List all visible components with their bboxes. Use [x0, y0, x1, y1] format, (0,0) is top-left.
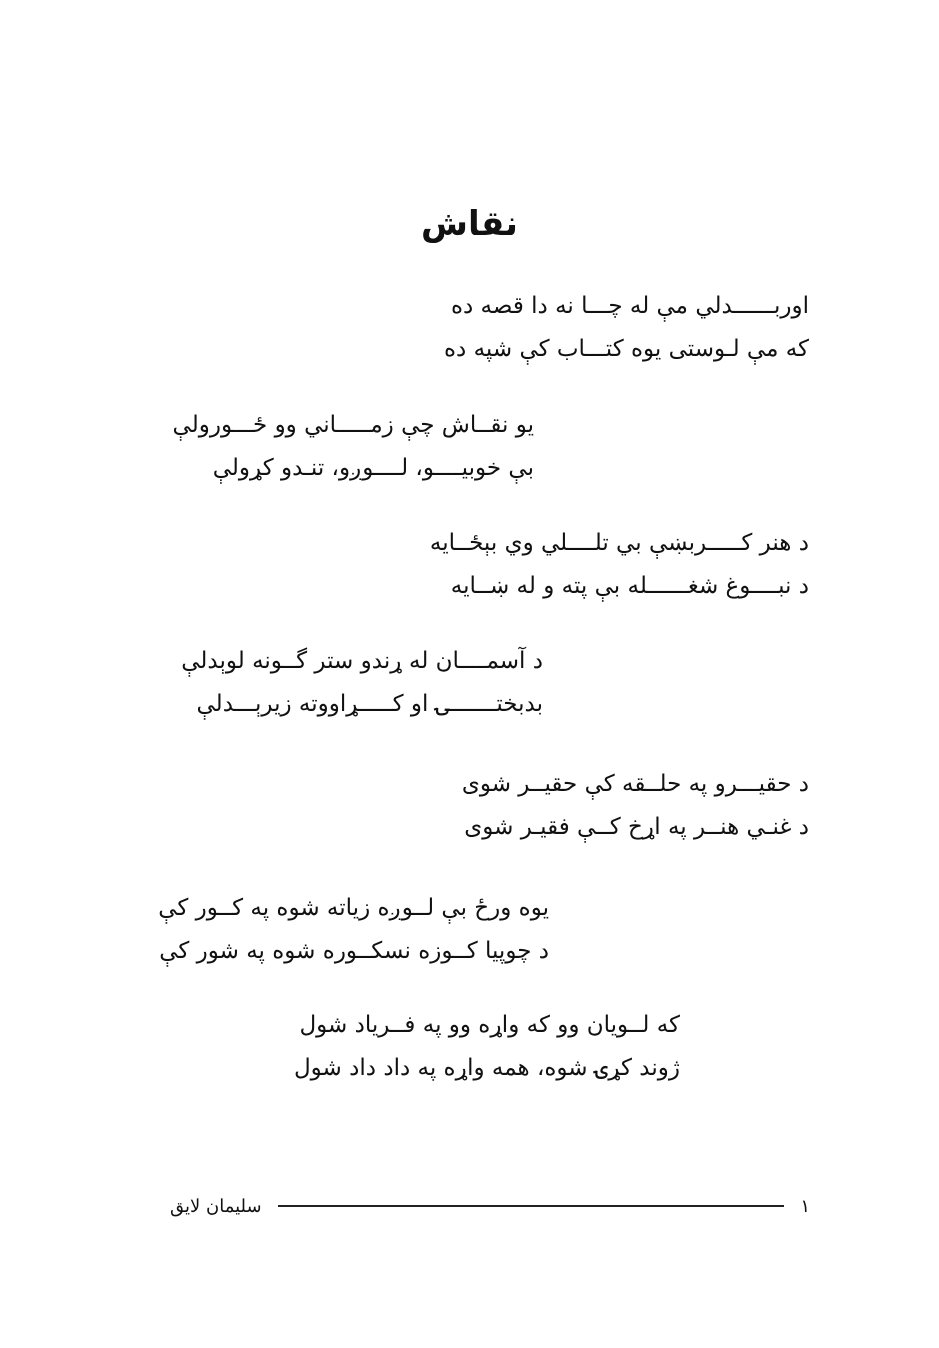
verse-line: یو نقــاش چې زمـــــاني وو ځـــورولې: [172, 412, 534, 438]
verse-line: د چوپیا کــوزه نسکــوره شوه په شور کې: [159, 938, 549, 964]
page-footer: [170, 1192, 810, 1220]
stanza-4: [181, 640, 543, 726]
verse-line: یوه ورځ بې لــوږه زیاته شوه په کــور کې: [158, 895, 549, 921]
verse-line: اوربــــــدلي مې له چـــا نه دا قصه ده: [450, 293, 809, 319]
verse-line: د هنر کـــــربښې بي تلــــلي وي بېځــایه: [429, 530, 809, 556]
footer-author: سلیمان لایق: [170, 1195, 262, 1217]
stanza-6: [158, 887, 549, 973]
stanza-7: [294, 1004, 680, 1090]
verse-line: بدبختـــــــۍ او کـــــړاووته زیرېـــدلې: [196, 691, 543, 717]
poem-title: نقاش: [421, 204, 518, 244]
stanza-1: [444, 285, 809, 371]
verse-line: که لــویان وو که واړه وو په فــریاد شول: [299, 1012, 680, 1038]
verse-line: د آسمــــان له ړندو ستر گــونه لوېدلې: [181, 648, 543, 674]
verse-line: ژوند کړۍ شوه، همه واړه په داد داد شول: [293, 1055, 680, 1081]
verse-line: د حقیـــرو په حلــقه کې حقیــر شوی: [461, 771, 809, 797]
footer-rule: [278, 1205, 785, 1207]
stanza-2: [173, 404, 534, 490]
verse-line: که مې لـوستی یوه کتـــاب کې شپه ده: [443, 336, 809, 362]
page-number: ۱: [800, 1195, 810, 1217]
verse-line: د نبــــوغ شغــــــله بې پته و له ښــایه: [450, 573, 809, 599]
verse-line: د غنـي هنــر په اړخ کــې فقیـر شوی: [464, 814, 809, 840]
stanza-3: [430, 522, 809, 608]
stanza-5: [462, 763, 809, 849]
verse-line: بې خوبیــــو، لــــوږو، تنـدو کړولې: [212, 455, 534, 481]
